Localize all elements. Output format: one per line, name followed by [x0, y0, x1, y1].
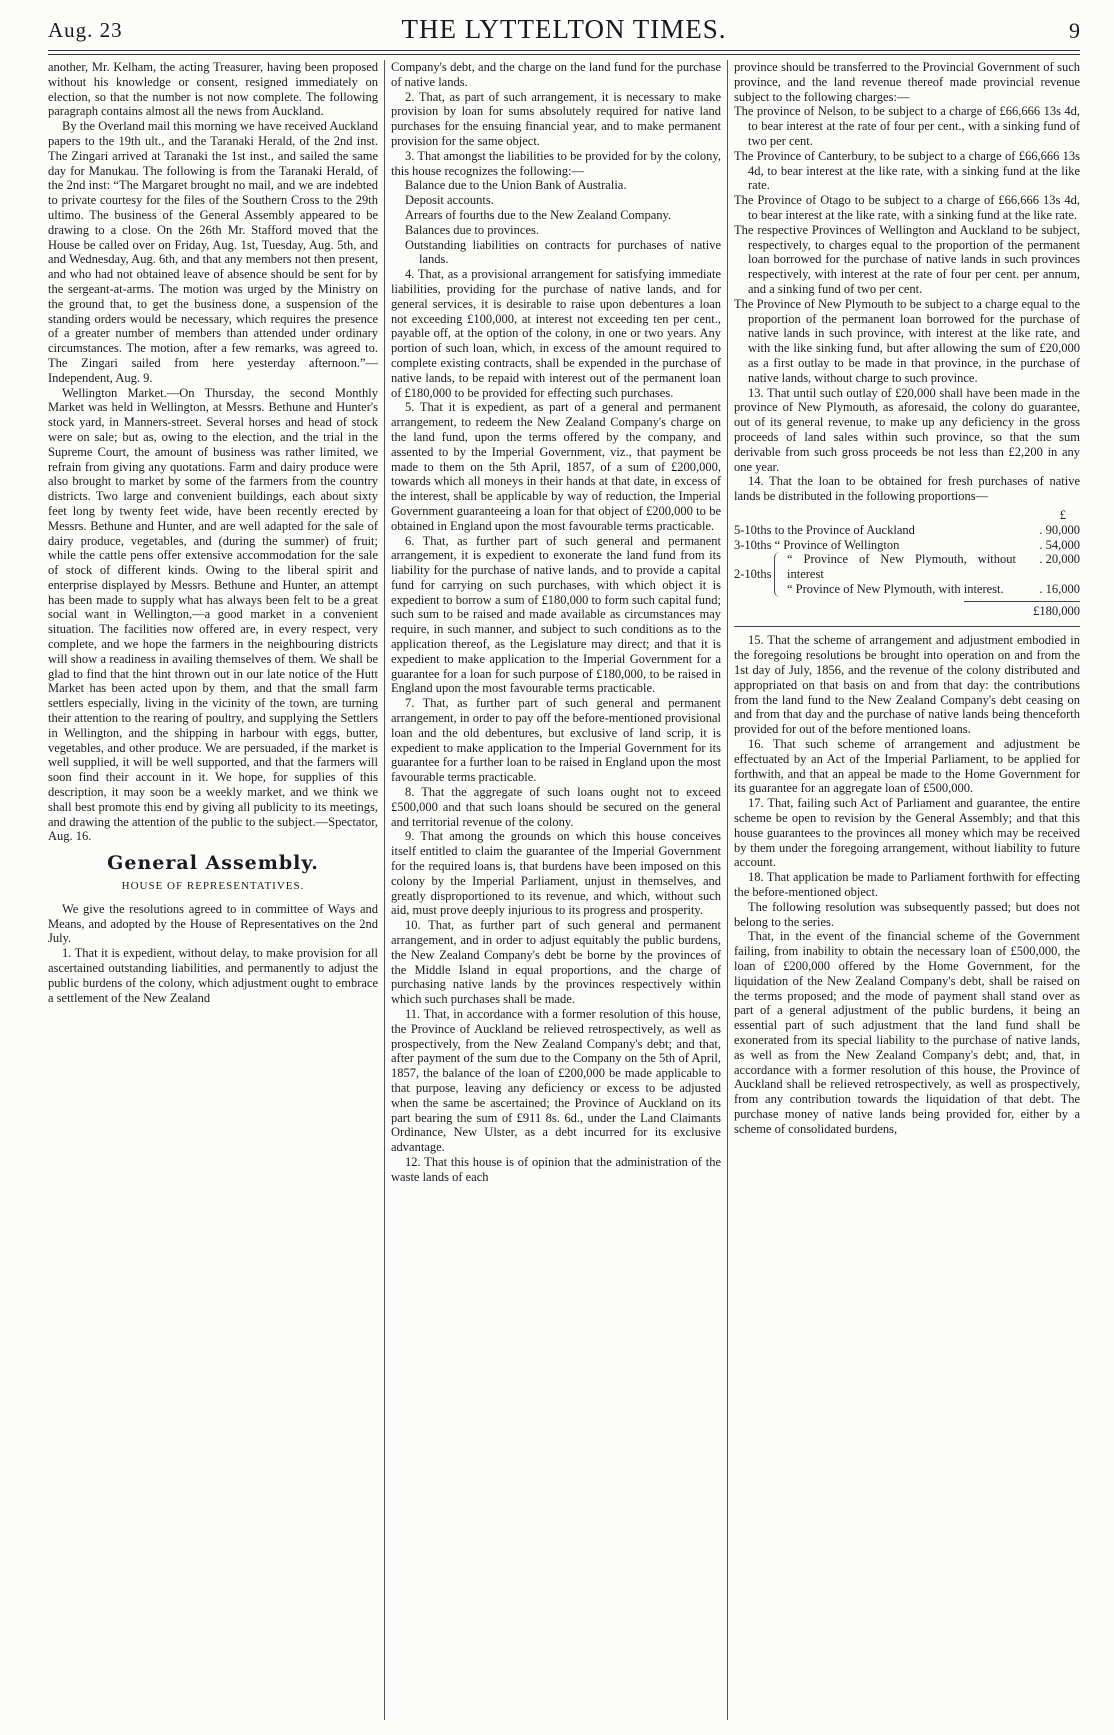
column-divider [384, 60, 385, 1720]
list-item: Balance due to the Union Bank of Australia. [405, 178, 627, 193]
charge-item: The province of Nelson, to be subject to a charge of £66,666 13s 4d, to bear interest at the rate of four per cent., with a sinking fund of two per cent. [734, 104, 1080, 148]
allocation-value: . 16,000 [1039, 581, 1080, 596]
allocation-label: 3-10ths “ Province of Wellington [734, 537, 900, 552]
list-item: Arrears of fourths due to the New Zealand Company. [405, 207, 672, 222]
article-paragraph: The following resolution was subsequently passed; but does not belong to the series. [734, 899, 1080, 929]
article-paragraph: By the Overland mail this morning we have received Auckland papers to the 19th ult., and the Taranaki Herald, of the 2nd inst. The Zingari arrived at Taranaki the 1st inst., and sailed the same day for Manukau. The following is from the Taranaki Herald, of the 2nd inst: “The Margaret brought no mail, and we are indebted to private courtesy for the files of the Southern Cross to the 29th ultimo. The business of the General Assembly appeared to be drawing to a close. On the 26th Mr. Stafford moved that the House be called over on Friday, Aug. 1st, Tuesday, Aug. 5th, and and Wednesday, Aug. 6th, and that any members not then present, and who had not obtained leave of absence should be sent for by the sergeant-at-arms. The motion was urged by the Ministry on the ground that, to get the business done, a suspension of the standing orders would be necessary, which requires the presence of a greater number of members than attended under ordinary circumstances. The motion, after a few remarks, was agreed to. The Zingari sailed from here yesterday afternoon.”—Independent, Aug. 9. [48, 119, 378, 385]
article-paragraph: 14. That the loan to be obtained for fresh purchases of native lands be distributed in the following proportions— [734, 474, 1080, 504]
article-paragraph: 3. That amongst the liabilities to be provided for by the colony, this house recognizes the following:— [391, 148, 721, 178]
article-paragraph: 15. That the scheme of arrangement and adjustment embodied in the foregoing resolutions be brought into operation on and from the 1st day of July, 1856, and the revenue of the colony distributed and appropriated on that basis on and from that day: the contributions from the land fund to the New Zealand Company's debt ceasing on and from that day and the purchase of native lands being thenceforth provided for out of the before mentioned loans. [734, 633, 1080, 737]
column-1 [48, 60, 378, 1720]
masthead [48, 14, 1080, 48]
section-heading: General Assembly. [107, 852, 319, 875]
allocation-table [734, 508, 1080, 628]
brace [774, 552, 783, 596]
article-paragraph: 10. That, as further part of such general and permanent arrangement, and in order to adjust equitably the public burdens, the New Zealand Company's debt be borne by the provinces of the Middle Island in equal proportions, and the charge of purchasing native lands by the provinces respectively within which such purchases shall be made. [391, 918, 721, 1007]
charge-item: The Province of Canterbury, to be subject to a charge of £66,666 13s 4d, to bear interest at the like rate, with a sinking fund at the like rate. [734, 148, 1080, 193]
allocation-total: £180,000 [964, 601, 1080, 619]
issue-date: Aug. 23 [48, 18, 123, 42]
allocation-value: . 54,000 [1039, 537, 1080, 552]
section-subheading: HOUSE OF REPRESENTATIVES. [121, 880, 305, 893]
divider [734, 626, 1080, 627]
allocation-row [787, 552, 1080, 582]
article-paragraph: 8. That the aggregate of such loans ought not to exceed £500,000 and that such loans should be secured on the general and territorial revenue of the colony. [391, 785, 721, 829]
column-2 [391, 60, 721, 1720]
article-paragraph: 12. That this house is of opinion that the administration of the waste lands of each [391, 1154, 721, 1184]
allocation-row [787, 582, 1080, 597]
list-item: Deposit accounts. [405, 193, 494, 208]
article-paragraph: province should be transferred to the Provincial Government of such province, and the land revenue thereof made provincial revenue subject to the following charges:— [734, 60, 1080, 104]
article-paragraph: 7. That, as further part of such general and permanent arrangement, in order to pay off the before-mentioned provisional loan and the old debentures, but exclusive of land scrip, it is expedient to make application to the Imperial Government for its guarantee for a further loan to be raised in England upon the most favourable terms practicable. [391, 696, 721, 785]
charge-item: The Province of New Plymouth to be subject to a charge equal to the proportion of the permanent loan borrowed for the purchase of native lands in such province, with interest at the like rate, and with the like sinking fund, but after allowing the sum of £20,000 as a first outlay to be made in that province, in the purchase of native lands, without charge to such province. [734, 296, 1080, 385]
article-paragraph: 5. That it is expedient, as part of a general and permanent arrangement, to redeem the New Zealand Company's charge on the land fund, upon the terms offered by the company, and assented to by the Imperial Government, viz., that payment be made to them on the 5th April, 1857, of a sum of £200,000, towards which all moneys in their hands at that date, in excess of the interest, shall be applicable by way of reduction, the Imperial Government guaranteeing a loan for that object of £200,000 to be obtained in England upon the most favourable terms practicable. [391, 400, 721, 533]
article-paragraph: We give the resolutions agreed to in committee of Ways and Means, and adopted by the House of Representatives on the 2nd July. [48, 901, 378, 946]
allocation-group-label: 2-10ths [734, 567, 772, 582]
page-number: 9 [1069, 18, 1080, 43]
list-item: Outstanding liabilities on contracts for purchases of native lands. [405, 237, 721, 267]
allocation-group [734, 552, 1080, 596]
article-paragraph: 9. That among the grounds on which this house conceives itself entitled to claim the guarantee of the Imperial Government for the required loans is, that burdens have been imposed on this colony by the Imperial Parliament, unjust in themselves, and greatly disproportioned to its revenue, and which, without such aid, must prove deeply injurious to its progress and prosperity. [391, 829, 721, 918]
article-paragraph: 4. That, as a provisional arrangement for satisfying immediate liabilities, providing for the purchase of native lands, and for general services, it is desirable to raise upon debentures a loan not exceeding £100,000, at interest not exceeding ten per cent., payable off, at the option of the colony, in one or two years. Any portion of such loan, which, in excess of the amount required to complete existing contracts, shall be expended in the purchase of native lands, to be repaid with interest out of the permanent loan of £180,000 to be provided for effecting such purchases. [391, 267, 721, 400]
article-paragraph: Company's debt, and the charge on the land fund for the purchase of native lands. [391, 60, 721, 89]
allocation-row [734, 523, 1080, 538]
article-paragraph: 13. That until such outlay of £20,000 shall have been made in the province of New Plymouth, as aforesaid, the colony do guarantee, out of its general revenue, to make up any deficiency in the gross proceeds of land sales within such province, so that the sum derivable from such gross proceeds be not less than £2,200 in any one year. [734, 385, 1080, 474]
allocation-label: 5-10ths to the Province of Auckland [734, 522, 915, 537]
allocation-row [734, 538, 1080, 553]
allocation-value: . 90,000 [1039, 522, 1080, 537]
article-paragraph: 2. That, as part of such arrangement, it is necessary to make provision by loan for sums absolutely required for native land purchases for the ensuing financial year, and to make permanent provision for the same object. [391, 89, 721, 148]
column-3 [734, 60, 1080, 1720]
allocation-label: “ Province of New Plymouth, with interest. [787, 581, 1004, 596]
newspaper-title: THE LYTTELTON TIMES. [401, 14, 727, 44]
article-paragraph: 6. That, as further part of such general and permanent arrangement, it is expedient to exonerate the land fund from its liability for the purchase of native lands, and to provide a capital fund for carrying on such purchases, with which object it is expedient to borrow a sum of £180,000 to form such capital fund; such sum to be raised and made available as circumstances may require, in such manner, and subject to such conditions as to the application thereof, as the Legislature may direct; and that it is expedient to make application to the Imperial Government for a guarantee for a loan for such purpose of £180,000, to be raised in England upon the most favourable terms practicable. [391, 533, 721, 696]
list-item: Balances due to provinces. [405, 222, 539, 237]
currency-header: £ [1059, 507, 1066, 522]
column-divider [727, 60, 728, 1720]
article-paragraph: 1. That it is expedient, without delay, to make provision for all ascertained outstanding liabilities, and permanently to adjust the public burdens of the colony, which adjustment ought to embrace a settlement of the New Zealand [48, 946, 378, 1005]
article-paragraph: 17. That, failing such Act of Parliament and guarantee, the entire scheme be open to revision by the General Assembly; and that this house guarantees to the provinces all money which may be received by them under the foregoing arrangement, without liability to future account. [734, 796, 1080, 870]
allocation-group-items [787, 552, 1080, 596]
masthead-rule [48, 50, 1080, 51]
article-paragraph: another, Mr. Kelham, the acting Treasurer, having been proposed without his knowledge or consent, resigned immediately on election, so that the number is not now complete. The following paragraph contains almost all the news from Auckland. [48, 60, 378, 119]
masthead-rule-2 [48, 54, 1080, 55]
charge-item: The respective Provinces of Wellington and Auckland to be subject, respectively, to charges equal to the proportion of the permanent loan borrowed for the purchase of native lands in such provinces respectively, with interest at the rate of four per cent. per annum, and a sinking fund of two per cent. [734, 222, 1080, 296]
allocation-value: . 20,000 [1039, 552, 1080, 567]
charge-item: The Province of Otago to be subject to a charge of £66,666 13s 4d, to bear interest at the like rate, with a sinking fund at the like rate. [734, 193, 1080, 222]
article-paragraph: That, in the event of the financial scheme of the Government failing, from inability to obtain the necessary loan of £500,000, the loan of £200,000 offered by the Home Government, for the liquidation of the New Zealand Company's debt, shall be raised on the terms proposed; and the mode of payment shall stand over as part of a general adjustment of the public burdens, it being an essential part of such adjustment that the land fund shall be exonerated from its special liability to the purchase of native lands, as well as from the New Zealand Company's debt; and, that, in accordance with a former resolution of this house, the Province of Auckland shall be relieved retrospectively, as well as prospectively, from any contribution towards the liquidation of that debt. The purchase money of native lands being provided for, either by a scheme of consolidated burdens, [734, 929, 1080, 1136]
allocation-label: “ Province of New Plymouth, without interest [787, 552, 1016, 582]
article-paragraph: Wellington Market.—On Thursday, the second Monthly Market was held in Wellington, at Messrs. Bethune and Hunter's stock yard, in Manners-street. Several horses and head of stock were on sale; but as, owing to the election, and the trial in the Supreme Court, the amount of business was rather limited, we refrain from giving any quotations. Farm and dairy produce were also brought to market by some of the farmers from the country districts. Two large and convenient buildings, each about sixty feet long by twenty feet wide, have been recently erected by Messrs. Bethune and Hunter, and are well adapted for the sale of dairy produce, vegetables, and (during the summer) of fruit; while the cattle pens offer extensive accommodation for the sale of stock of different kinds. Owing to the liberal spirit and enterprise displayed by Messrs. Bethune and Hunter, an attempt has been made to supply what has always been felt to be a great social want in Wellington,—a good market in a convenient situation. The facilities now offered are, in every respect, very complete, and we hope the farmers in the neighbouring districts will show a readiness in availing themselves of them. We shall be glad to find that the hint thrown out in our late notice of the Hutt Market has been acted upon by them, and that the small farm settlers especially, living in the vicinity of the town, are turning their attention to the rearing of poultry, and supplying the Settlers in Wellington, and the shipping in harbour with eggs, butter, vegetables, and other produce. We are persuaded, if the market is well supplied, it will be well supported, and that the farmers will soon find their account in it. We hope, for supplies of this description, it may soon be a weekly market, and we think we shall best promote this end by giving all publicity to its meetings, and drawing the attention of the public to the subject.—Spectator, Aug. 16. [48, 385, 378, 844]
article-paragraph: 16. That such scheme of arrangement and adjustment be effectuated by an Act of the Imperial Parliament, to be applied for forthwith, and that an appeal be made to the Home Government for its guarantee for an aggregate loan of £500,000. [734, 737, 1080, 796]
article-paragraph: 18. That application be made to Parliament forthwith for effecting the before-mentioned object. [734, 870, 1080, 900]
article-paragraph: 11. That, in accordance with a former resolution of this house, the Province of Auckland be relieved retrospectively, as well as prospectively, from the New Zealand Company's debt; and that, after payment of the sum due to the Company on the 5th of April, 1857, the balance of the loan of £200,000 be made applicable to that purpose, leaving any deficiency or excess to be adjusted when the same be ascertained; the Province of Auckland on its part bearing the sum of £911 8s. 6d., under the Land Claimants Ordinance, New Ulster, as a debt incurred for its exclusive advantage. [391, 1007, 721, 1155]
